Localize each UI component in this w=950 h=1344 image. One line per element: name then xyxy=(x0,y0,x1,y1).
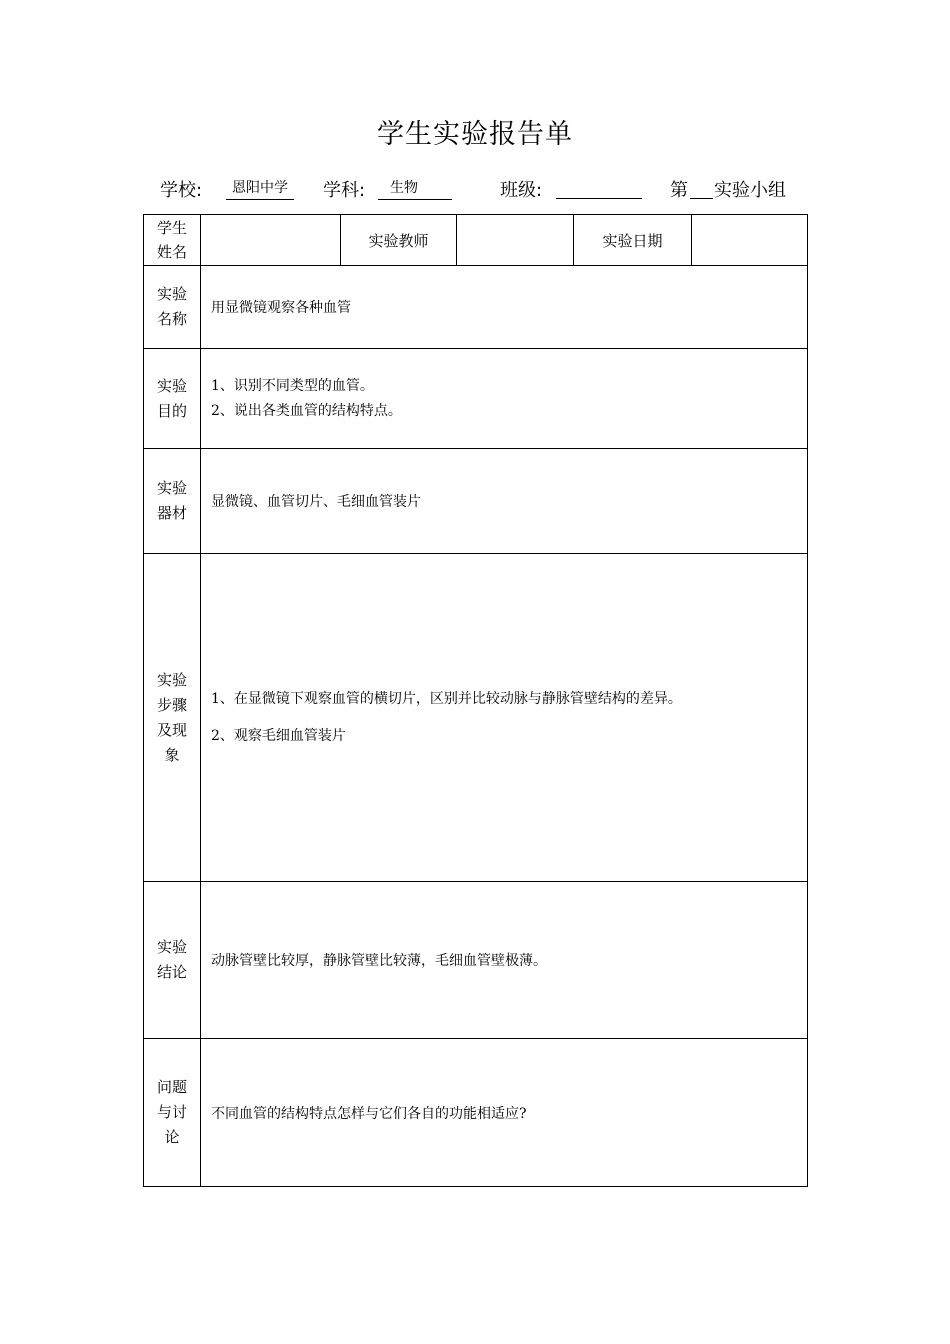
date-field[interactable] xyxy=(692,215,808,266)
info-row xyxy=(144,215,808,266)
steps-label-cell xyxy=(144,554,201,882)
discussion-label-cell xyxy=(144,1039,201,1187)
teacher-label: 实验教师 xyxy=(341,215,457,266)
experiment-name-content: 用显微镜观察各种血管 xyxy=(201,266,808,349)
steps-line-1: 1、在显微镜下观察血管的横切片，区别并比较动脉与静脉管壁结构的差异。 xyxy=(211,690,682,707)
date-label: 实验日期 xyxy=(574,215,692,266)
purpose-label-cell xyxy=(144,349,201,449)
header-info xyxy=(0,176,950,202)
purpose-content xyxy=(201,349,808,449)
class-blank[interactable] xyxy=(556,198,642,199)
class-label: 班级: xyxy=(500,180,543,201)
conclusion-content: 动脉管壁比较厚，静脉管壁比较薄，毛细血管壁极薄。 xyxy=(201,882,808,1039)
steps-content xyxy=(201,554,808,882)
group-number-blank[interactable] xyxy=(690,198,713,199)
purpose-line-2: 2、说出各类血管的结构特点。 xyxy=(211,402,402,419)
steps-label: 实验步骤及现象 xyxy=(156,670,187,764)
page-title: 学生实验报告单 xyxy=(377,119,573,150)
group-prefix: 第 xyxy=(670,180,688,201)
school-value: 恩阳中学 xyxy=(226,178,294,200)
purpose-row xyxy=(144,349,808,449)
equipment-content: 显微镜、血管切片、毛细血管装片 xyxy=(201,449,808,554)
school-label: 学校: xyxy=(160,180,203,201)
equipment-row xyxy=(144,449,808,554)
student-name-field[interactable] xyxy=(201,215,341,266)
report-table xyxy=(143,214,808,1187)
purpose-label: 实验目的 xyxy=(156,376,187,420)
subject-value xyxy=(378,178,452,200)
experiment-name-label-cell xyxy=(144,266,201,349)
discussion-content: 不同血管的结构特点怎样与它们各自的功能相适应? xyxy=(201,1039,808,1187)
steps-row xyxy=(144,554,808,882)
student-name-label: 学生姓名 xyxy=(156,218,187,261)
teacher-field[interactable] xyxy=(457,215,574,266)
discussion-label: 问题与讨论 xyxy=(156,1078,187,1146)
subject-value-text: 生物 xyxy=(390,180,418,196)
purpose-line-1: 1、识别不同类型的血管。 xyxy=(211,377,374,394)
group-suffix: 实验小组 xyxy=(714,180,786,201)
conclusion-label: 实验结论 xyxy=(156,938,187,981)
conclusion-label-cell xyxy=(144,882,201,1039)
discussion-row xyxy=(144,1039,808,1187)
equipment-label-cell xyxy=(144,449,201,554)
conclusion-row xyxy=(144,882,808,1039)
steps-line-2: 2、观察毛细血管装片 xyxy=(211,727,346,744)
experiment-name-label: 实验名称 xyxy=(156,285,187,328)
subject-label: 学科: xyxy=(323,180,366,201)
experiment-name-row xyxy=(144,266,808,349)
equipment-label: 实验器材 xyxy=(156,479,187,522)
student-name-label-cell xyxy=(144,215,201,266)
